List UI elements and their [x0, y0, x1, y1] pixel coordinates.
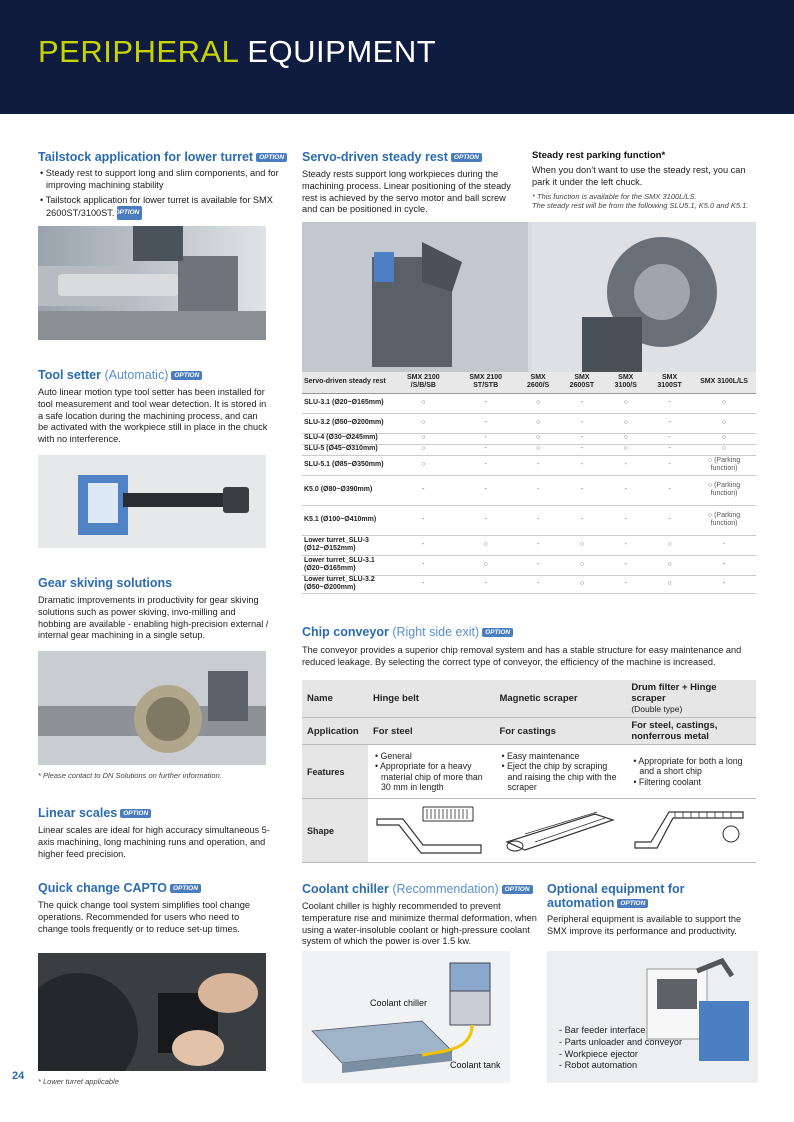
page-header [0, 0, 794, 114]
table-cell: - [559, 444, 604, 455]
table-row [302, 505, 756, 535]
table-header: Servo-driven steady rest [302, 372, 392, 393]
table-cell: - [455, 393, 517, 413]
option-badge: OPTION [120, 809, 151, 818]
table-cell: - [604, 475, 647, 505]
row-label: K5.1 (Ø100~Ø410mm) [302, 505, 392, 535]
table-header: SMX 2100 /S/B/SB [392, 372, 455, 393]
automation-list [559, 1025, 682, 1072]
conveyor-name: Magnetic scraper [494, 680, 626, 718]
table-cell: - [647, 393, 692, 413]
table-cell: - [604, 575, 647, 593]
table-cell: ○ [692, 444, 756, 455]
table-header: SMX 2600/S [517, 372, 560, 393]
table-cell: - [455, 413, 517, 433]
row-label: K5.0 (Ø80~Ø390mm) [302, 475, 392, 505]
application-cell: For castings [494, 718, 626, 745]
table-cell: - [604, 455, 647, 475]
tailstock-bullet-1: • Steady rest to support long and slim components, and for improving machining stability [40, 168, 279, 190]
table-cell: ○ [392, 393, 455, 413]
table-row [302, 455, 756, 475]
automation-title: Optional equipment for automation OPTION [547, 882, 685, 910]
row-label: SLU-4 (Ø30~Ø245mm) [302, 433, 392, 444]
list-item: - Workpiece ejector [559, 1048, 638, 1059]
steady-rest-graphic [302, 222, 756, 372]
application-cell: For steel, castings, nonferrous metal [626, 718, 756, 745]
steady-rest-photo [302, 222, 756, 372]
list-item: - Parts unloader and conveyor [559, 1036, 683, 1047]
linear-text: Linear scales are ideal for high accuracy simultaneous 5-axis machining, long machining runs and operation, and higher feed precision. [38, 825, 270, 859]
parking-note: * This function is available for the SMX 3100L/LS. The steady rest will be from the following SLU5.1, K5.0 and K5.1. [532, 191, 749, 211]
tool-setter-graphic [38, 455, 266, 548]
table-cell: ○ (Parking function) [692, 455, 756, 475]
chip-title: Chip conveyor (Right side exit) OPTION [302, 625, 758, 639]
table-cell: ○ [604, 444, 647, 455]
table-cell: ○ [692, 433, 756, 444]
option-badge: OPTION [256, 153, 287, 162]
option-badge: OPTION [170, 884, 201, 893]
table-cell: ○ [517, 433, 560, 444]
table-cell: ○ [604, 413, 647, 433]
steady-rest-table [302, 372, 756, 594]
table-cell: ○ [604, 433, 647, 444]
table-cell: - [559, 455, 604, 475]
option-badge: OPTION [451, 153, 482, 162]
table-cell: - [455, 433, 517, 444]
table-cell: - [455, 475, 517, 505]
table-cell: - [392, 555, 455, 575]
hinge-belt-drawing [373, 805, 485, 855]
coolant-text: Coolant chiller is highly recommended to prevent temperature rise and minimize thermal deformation, when using a water-insoluble coolant or high-pressure coolant system of which the power is over 1.5 kw. [302, 901, 537, 947]
option-badge: OPTION [502, 885, 533, 894]
features-cell: • Appropriate for both a long and a short chip • Filtering coolant [626, 745, 756, 799]
table-cell: - [647, 505, 692, 535]
table-cell: - [559, 413, 604, 433]
drum-filter-drawing [631, 804, 749, 856]
table-cell: ○ [692, 413, 756, 433]
gear-graphic [38, 651, 266, 765]
coolant-chiller-label: Coolant chiller [370, 998, 428, 1008]
coolant-section [302, 882, 538, 948]
capto-text: The quick change tool system simplifies tool change operations. Recommended for users who need to change tools frequently or to reduce set-up times. [38, 900, 250, 934]
table-cell: ○ [455, 555, 517, 575]
table-header: SMX 2100 ST/STB [455, 372, 517, 393]
row-label: Features [302, 745, 368, 799]
capto-graphic [38, 953, 266, 1071]
table-cell: - [517, 555, 560, 575]
table-row [302, 413, 756, 433]
table-cell: ○ [455, 535, 517, 555]
capto-photo [38, 953, 266, 1071]
row-label: Lower turret_SLU-3.2 (Ø50~Ø200mm) [302, 575, 392, 593]
automation-text: Peripheral equipment is available to support the SMX improve its performance and productivity. [547, 914, 742, 936]
row-label: SLU-3.2 (Ø50~Ø200mm) [302, 413, 392, 433]
table-cell: - [455, 575, 517, 593]
table-cell: - [559, 433, 604, 444]
page-number: 24 [12, 1070, 25, 1082]
conveyor-name: Hinge belt [368, 680, 494, 718]
option-badge: OPTION [482, 628, 513, 637]
row-label: Lower turret_SLU-3 (Ø12~Ø152mm) [302, 535, 392, 555]
parking-title: Steady rest parking function* [532, 150, 666, 161]
option-badge: OPTION [617, 899, 648, 908]
row-label: SLU-5 (Ø45~Ø310mm) [302, 444, 392, 455]
automation-photo [547, 951, 758, 1083]
table-cell: - [455, 444, 517, 455]
automation-section [547, 882, 759, 938]
parking-text: When you don’t want to use the steady rest, you can park it under the left chuck. [532, 165, 746, 187]
servo-title: Servo-driven steady rest OPTION [302, 150, 514, 164]
table-cell: ○ [647, 575, 692, 593]
table-cell: - [517, 475, 560, 505]
linear-section [38, 806, 270, 860]
table-cell: - [559, 475, 604, 505]
table-cell: - [604, 555, 647, 575]
table-cell: - [392, 535, 455, 555]
tailstock-title: Tailstock application for lower turret OPTION [38, 150, 288, 164]
table-row [302, 535, 756, 555]
tool-setter-text: Auto linear motion type tool setter has been installed for tool measurement and tool wear detection. It is stored in a safe location during the machining process, and can be activated with the workpiece still in place in the chuck with no interference. [38, 387, 268, 445]
table-cell: - [559, 393, 604, 413]
servo-text: Steady rests support long workpieces during the machining process. Linear positioning of the steady rest is achieved by the servo motor and ball screw and can be positioned in cycle. [302, 169, 511, 215]
tailstock-section [38, 150, 288, 220]
table-cell: - [692, 555, 756, 575]
tailstock-photo-graphic [38, 226, 266, 340]
table-cell: ○ [647, 555, 692, 575]
table-cell: ○ (Parking function) [692, 505, 756, 535]
table-cell: ○ [392, 444, 455, 455]
gear-note: * Please contact to DN Solutions on further information. [38, 771, 222, 780]
table-cell: ○ [559, 575, 604, 593]
table-cell: ○ (Parking function) [692, 475, 756, 505]
table-row [302, 444, 756, 455]
row-label: Shape [302, 799, 368, 863]
title-part-1: PERIPHERAL [38, 34, 239, 69]
gear-photo [38, 651, 266, 765]
table-cell: ○ [392, 455, 455, 475]
shape-cell [368, 799, 494, 863]
tool-setter-title: Tool setter (Automatic) OPTION [38, 368, 270, 382]
gear-section [38, 576, 270, 642]
features-cell: • Easy maintenance • Eject the chip by scraping and raising the chip with the scraper [494, 745, 626, 799]
option-badge: OPTION [171, 371, 202, 380]
tailstock-bullet-2: • Tailstock application for lower turret is available for SMX 2600ST/3100ST.OPTION [40, 194, 273, 219]
list-item: - Bar feeder interface [559, 1025, 646, 1035]
title-part-2: EQUIPMENT [247, 34, 437, 69]
table-cell: - [392, 475, 455, 505]
coolant-title: Coolant chiller (Recommendation) OPTION [302, 882, 538, 896]
page-title [38, 34, 436, 70]
chip-section [302, 625, 758, 669]
tool-setter-section [38, 368, 270, 446]
table-cell: ○ [392, 433, 455, 444]
gear-title: Gear skiving solutions [38, 576, 173, 590]
table-cell: - [517, 535, 560, 555]
table-cell: - [392, 575, 455, 593]
table-cell: - [604, 535, 647, 555]
row-label: SLU-5.1 (Ø85~Ø350mm) [302, 455, 392, 475]
table-row [302, 475, 756, 505]
table-row [302, 575, 756, 593]
magnetic-scraper-drawing [499, 804, 617, 856]
table-row [302, 393, 756, 413]
capto-note: * Lower turret applicable [38, 1077, 119, 1086]
coolant-tank-label: Coolant tank [450, 1060, 501, 1070]
coolant-illustration [302, 951, 510, 1083]
table-cell: ○ [604, 393, 647, 413]
table-header: SMX 3100/S [604, 372, 647, 393]
table-cell: - [392, 505, 455, 535]
linear-title: Linear scales OPTION [38, 806, 270, 820]
table-cell: ○ [647, 535, 692, 555]
parking-section [532, 150, 758, 211]
tool-setter-photo [38, 455, 266, 548]
table-cell: ○ [517, 393, 560, 413]
row-label: SLU-3.1 (Ø20~Ø165mm) [302, 393, 392, 413]
servo-section [302, 150, 514, 216]
table-cell: ○ [559, 535, 604, 555]
table-cell: ○ [692, 393, 756, 413]
table-cell: - [647, 444, 692, 455]
table-cell: - [647, 413, 692, 433]
table-cell: - [559, 505, 604, 535]
application-cell: For steel [368, 718, 494, 745]
table-cell: - [692, 535, 756, 555]
table-cell: ○ [559, 555, 604, 575]
row-label: Application [302, 718, 368, 745]
shape-cell [626, 799, 756, 863]
table-cell: ○ [392, 413, 455, 433]
shape-cell [494, 799, 626, 863]
conveyor-name: Drum filter + Hinge scraper (Double type) [626, 680, 756, 718]
chip-text: The conveyor provides a superior chip removal system and has a stable structure for easy maintenance and reduced leakage. By selecting the correct type of conveyor, the efficiency of the machine is increased. [302, 645, 742, 667]
list-item: - Robot automation [559, 1060, 638, 1071]
table-header: SMX 3100ST [647, 372, 692, 393]
table-cell: - [647, 475, 692, 505]
table-row [302, 433, 756, 444]
table-cell: ○ [517, 444, 560, 455]
table-cell: ○ [517, 413, 560, 433]
table-cell: - [604, 505, 647, 535]
table-cell: - [517, 505, 560, 535]
table-cell: - [647, 433, 692, 444]
row-label: Name [302, 680, 368, 718]
capto-title: Quick change CAPTO OPTION [38, 881, 270, 895]
table-cell: - [455, 455, 517, 475]
row-label: Lower turret_SLU-3.1 (Ø20~Ø165mm) [302, 555, 392, 575]
table-header: SMX 3100L/LS [692, 372, 756, 393]
table-row [302, 555, 756, 575]
gear-text: Dramatic improvements in productivity for gear skiving solutions such as power skiving, invo-milling and hobbing are available - enabling high-precision external / internal gear machining in a single setup. [38, 595, 269, 641]
chip-conveyor-table [302, 680, 756, 863]
features-cell: • General • Appropriate for a heavy material chip of more than 30 mm in length [368, 745, 494, 799]
capto-section [38, 881, 270, 935]
table-header: SMX 2600ST [559, 372, 604, 393]
table-cell: - [647, 455, 692, 475]
tailstock-photo [38, 226, 266, 340]
table-cell: - [692, 575, 756, 593]
option-badge: OPTION [117, 206, 142, 220]
table-cell: - [517, 455, 560, 475]
table-cell: - [455, 505, 517, 535]
table-cell: - [517, 575, 560, 593]
